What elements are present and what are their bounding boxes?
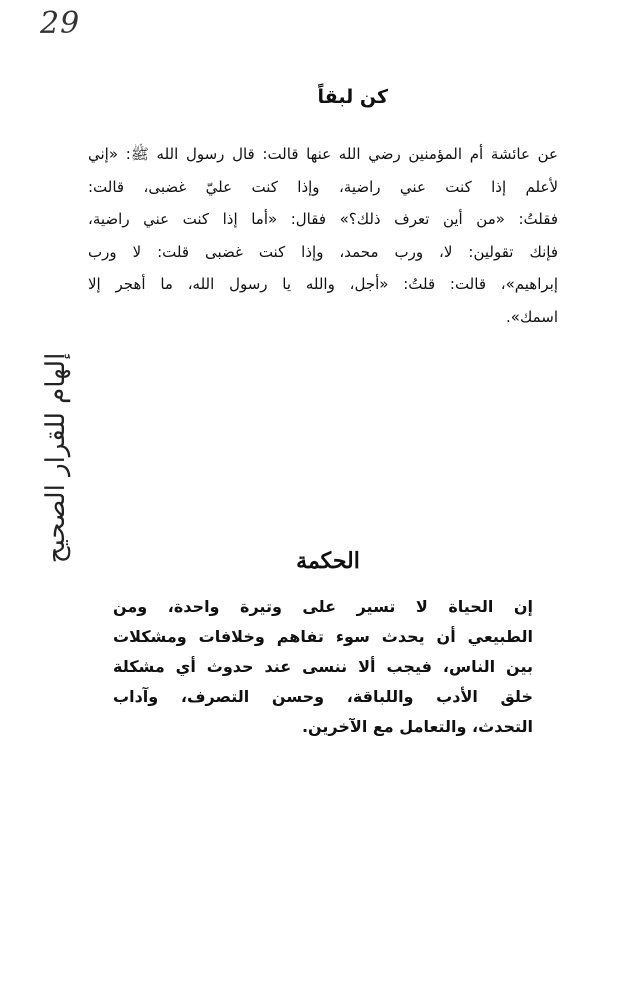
paragraph-line: بين الناس، فيجب ألا ننسى عند حدوث أي مشكلة [113,657,533,676]
paragraph-line: فإنك تقولين: لا، ورب محمد، وإذا كنت غضبى قلت: لا ورب [88,242,558,261]
section-wisdom [113,548,533,742]
paragraph-line: خلق الأدب واللباقة، وحسن التصرف، وآداب [113,687,533,706]
running-head: إلهام للقرار الصحيح [41,352,71,564]
paragraph-line: إن الحياة لا تسير على وتيرة واحدة، ومن [113,597,533,616]
paragraph-line: لأعلم إذا كنت عني راضية، وإذا كنت عليّ غضبى، قالت: [88,177,558,196]
paragraph-line: إبراهيم»، قالت: قلتُ: «أجل، والله يا رسول الله، ما أهجر إلا [88,275,558,293]
paragraph-line: التحدث، والتعامل مع الآخرين. [301,717,533,736]
page-number: 29 [40,6,81,41]
section-heading: الحكمة [296,548,360,574]
paragraph-line: عن عائشة أم المؤمنين رضي الله عنها قالت: قال رسول الله ﷺ: «إني [88,145,558,163]
section-heading: كن لبقاً [317,86,388,108]
paragraph-line: اسمك». [506,307,558,326]
paragraph-line: فقلتُ: «من أين تعرف ذلك؟» فقال: «أما إذا كنت عني راضية، [88,210,558,228]
paragraph-line: الطبيعي أن يحدث سوء تفاهم وخلافات ومشكلات [113,627,533,646]
section-be-tactful [88,86,558,333]
